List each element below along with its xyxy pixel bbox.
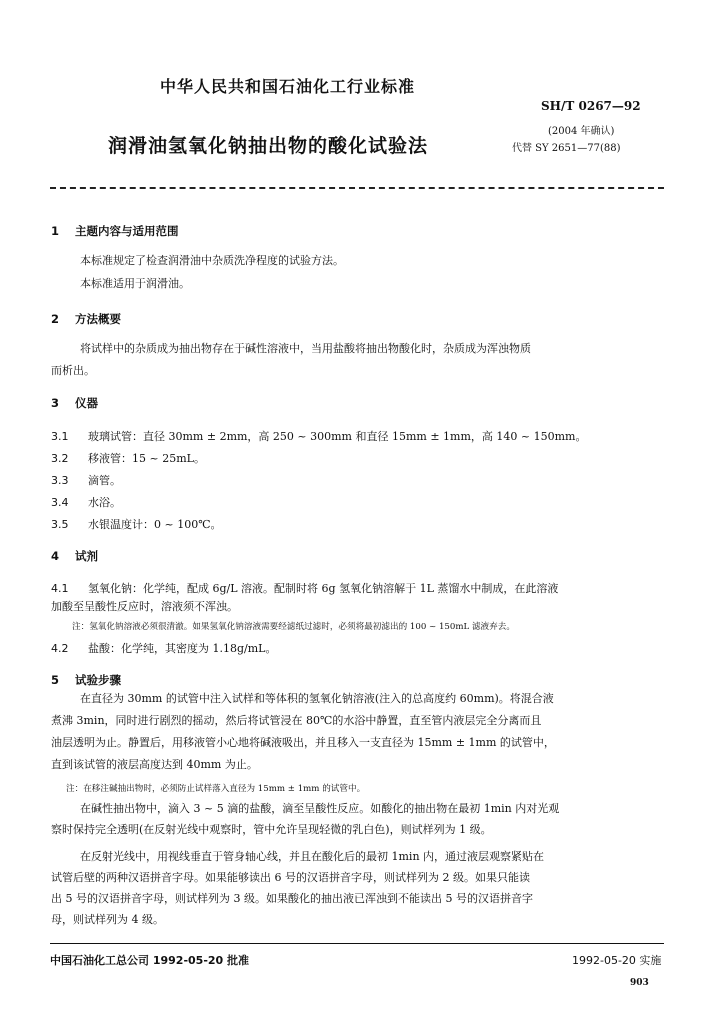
item-number: 4.2 bbox=[51, 642, 69, 655]
section-5-p1-line-4: 直到该试管的液层高度达到 40mm 为止。 bbox=[51, 758, 258, 771]
section-2-paragraph-line-1: 将试样中的杂质成为抽出物存在于碱性溶液中，当用盐酸将抽出物酸化时，杂质成为浑浊物质 bbox=[80, 342, 531, 355]
item-4-1-continuation: 加酸至呈酸性反应时，溶液须不浑浊。 bbox=[51, 600, 238, 613]
item-3-5 bbox=[51, 516, 222, 532]
item-text: 玻璃试管：直径 30mm ± 2mm，高 250 ~ 300mm 和直径 15mm ± 1mm，高 140 ~ 150mm。 bbox=[88, 430, 587, 443]
section-5-heading bbox=[51, 672, 121, 688]
section-title: 仪器 bbox=[75, 396, 98, 410]
section-4-heading bbox=[51, 548, 98, 564]
item-4-1 bbox=[51, 580, 558, 596]
section-5-p3-line-1: 在反射光线中，用视线垂直于管身轴心线，并且在酸化后的最初 1min 内，通过液层观察紧贴在 bbox=[80, 850, 545, 863]
confirmation-year: (2004 年确认) bbox=[548, 126, 615, 137]
item-text: 水浴。 bbox=[88, 496, 121, 509]
item-4-2 bbox=[51, 640, 276, 656]
document-title: 润滑油氢氧化钠抽出物的酸化试验法 bbox=[108, 135, 429, 157]
approval-line: 中国石油化工总公司 1992-05-20 批准 bbox=[50, 954, 250, 967]
section-number: 1 bbox=[51, 224, 60, 238]
item-number: 3.1 bbox=[51, 430, 69, 443]
section-title: 主题内容与适用范围 bbox=[75, 224, 179, 238]
item-text: 盐酸：化学纯，其密度为 1.18g/mL。 bbox=[88, 642, 277, 655]
section-5-p3-line-4: 母，则试样列为 4 级。 bbox=[51, 913, 164, 926]
header-divider bbox=[50, 187, 664, 189]
section-number: 5 bbox=[51, 673, 60, 687]
section-5-p3-line-2: 试管后壁的两种汉语拼音字母。如果能够读出 6 号的汉语拼音字母，则试样列为 2 级。如果只能读 bbox=[51, 871, 530, 884]
section-number: 4 bbox=[51, 549, 60, 563]
standard-number: SH/T 0267—92 bbox=[541, 99, 641, 113]
section-number: 2 bbox=[51, 312, 60, 326]
item-number: 3.4 bbox=[51, 496, 69, 509]
item-3-2 bbox=[51, 450, 205, 466]
issuing-organization: 中华人民共和国石油化工行业标准 bbox=[160, 77, 416, 96]
item-text: 滴管。 bbox=[88, 474, 121, 487]
item-text: 氢氧化钠：化学纯，配成 6g/L 溶液。配制时将 6g 氢氧化钠溶解于 1L 蒸馏水中制成，在此溶液 bbox=[88, 582, 559, 595]
replaced-standard: 代替 SY 2651—77(88) bbox=[512, 143, 621, 154]
item-3-3 bbox=[51, 472, 121, 488]
item-text: 水银温度计：0 ~ 100℃。 bbox=[88, 518, 222, 531]
section-5-p1-line-1: 在直径为 30mm 的试管中注入试样和等体积的氢氧化钠溶液(注入的总高度约 60mm)。将混合液 bbox=[80, 692, 554, 705]
footer-divider bbox=[50, 943, 664, 944]
section-number: 3 bbox=[51, 396, 60, 410]
section-2-heading bbox=[51, 311, 121, 327]
item-text: 移液管：15 ~ 25mL。 bbox=[88, 452, 205, 465]
section-1-paragraph-1: 本标准规定了检查润滑油中杂质洗净程度的试验方法。 bbox=[80, 254, 344, 267]
section-4-note: 注：氢氧化钠溶液必须很清澈。如果氢氧化钠溶液需要经滤纸过滤时，必须将最初滤出的 100 ~ 150mL 滤液弃去。 bbox=[72, 622, 515, 632]
section-5-p1-line-2: 煮沸 3min，同时进行剧烈的摇动，然后将试管浸在 80℃的水浴中静置，直至管内液层完全分离而且 bbox=[51, 714, 542, 727]
section-2-paragraph-line-2: 而析出。 bbox=[51, 364, 95, 377]
section-1-heading bbox=[51, 223, 179, 239]
item-number: 3.5 bbox=[51, 518, 69, 531]
section-1-paragraph-2: 本标准适用于润滑油。 bbox=[80, 277, 190, 290]
section-title: 试剂 bbox=[75, 549, 98, 563]
item-number: 4.1 bbox=[51, 582, 69, 595]
section-5-p2-line-1: 在碱性抽出物中，滴入 3 ~ 5 滴的盐酸，滴至呈酸性反应。如酸化的抽出物在最初 1min 内对光观 bbox=[80, 802, 560, 815]
item-number: 3.3 bbox=[51, 474, 69, 487]
section-3-heading bbox=[51, 395, 98, 411]
section-5-note: 注：在移注碱抽出物时，必须防止试样落入直径为 15mm ± 1mm 的试管中。 bbox=[66, 784, 366, 794]
section-5-p2-line-2: 察时保持完全透明(在反射光线中观察时，管中允许呈现轻微的乳白色)，则试样列为 1 级。 bbox=[51, 823, 492, 836]
section-title: 方法概要 bbox=[75, 312, 121, 326]
item-3-4 bbox=[51, 494, 121, 510]
item-3-1 bbox=[51, 428, 586, 444]
section-5-p3-line-3: 出 5 号的汉语拼音字母，则试样列为 3 级。如果酸化的抽出液已浑浊到不能读出 5 号的汉语拼音字 bbox=[51, 892, 533, 905]
page-number: 903 bbox=[630, 978, 649, 988]
section-title: 试验步骤 bbox=[75, 673, 121, 687]
implementation-date: 1992-05-20 实施 bbox=[572, 954, 662, 967]
section-5-p1-line-3: 油层透明为止。静置后，用移液管小心地将碱液吸出，并且移入一支直径为 15mm ± 1mm 的试管中， bbox=[51, 736, 555, 749]
item-number: 3.2 bbox=[51, 452, 69, 465]
